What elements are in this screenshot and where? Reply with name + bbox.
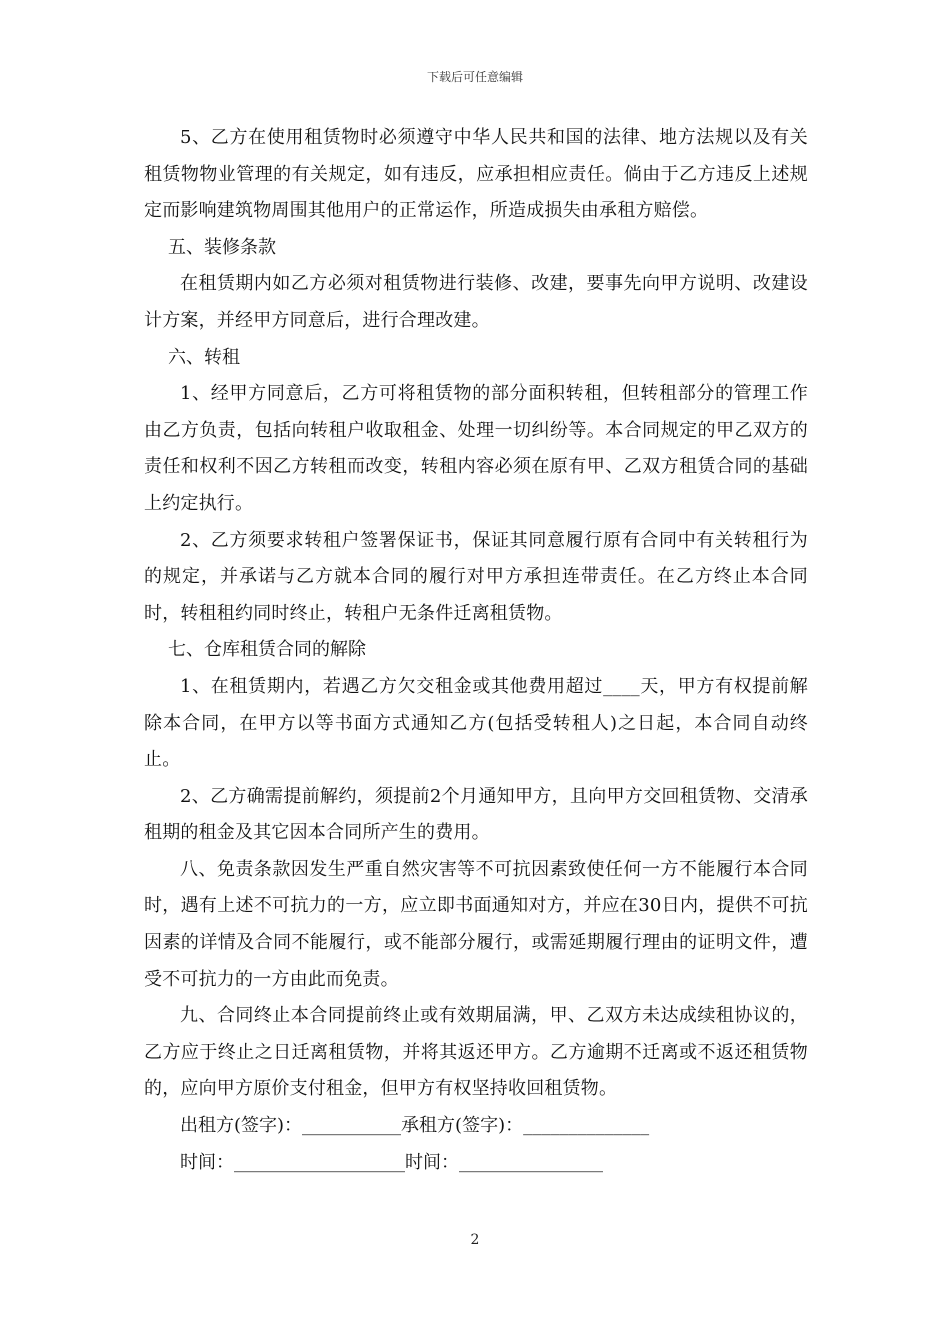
page-number: 2 [470, 1232, 480, 1248]
clause-5-paragraph: 5、乙方在使用租赁物时必须遵守中华人民共和国的法律、地方法规以及有关租赁物物业管理的有关规定，如有违反，应承担相应责任。倘由于乙方违反上述规定而影响建筑物周围其他用户的正常运作，所造成损失由承租方赔偿。 [144, 127, 808, 222]
signature-line: 出租方(签字)：___________承租方(签字)：______________ [180, 1115, 650, 1137]
contract-end-paragraph: 九、合同终止本合同提前终止或有效期届满，甲、乙双方未达成续租协议的，乙方应于终止之日迁离租赁物，并将其返还甲方。乙方逾期不迁离或不返还租赁物的，应向甲方原价支付租金，但甲方有权坚持收回租赁物。 [144, 1005, 808, 1100]
termination-paragraph-1: 1、在租赁期内，若遇乙方欠交租金或其他费用超过____天，甲方有权提前解除本合同，在甲方以等书面方式通知乙方(包括受转租人)之日起，本合同自动终止。 [144, 675, 808, 771]
force-majeure-paragraph: 八、免责条款因发生严重自然灾害等不可抗因素致使任何一方不能履行本合同时，遇有上述不可抗力的一方，应立即书面通知对方，并应在30日内，提供不可抗因素的详情及合同不能履行，或不能部分履行，或需延期履行理由的证明文件，遭受不可抗力的一方由此而免责。 [144, 858, 808, 990]
section-heading-decoration: 五、装修条款 [168, 236, 276, 258]
sublease-paragraph-1: 1、经甲方同意后，乙方可将租赁物的部分面积转租，但转租部分的管理工作由乙方负责，包括向转租户收取租金、处理一切纠纷等。本合同规定的甲乙双方的责任和权利不因乙方转租而改变，转租内容必须在原有甲、乙双方租赁合同的基础上约定执行。 [144, 383, 808, 514]
section-heading-termination: 七、仓库租赁合同的解除 [168, 639, 366, 661]
termination-paragraph-2: 2、乙方确需提前解约，须提前2个月通知甲方，且向甲方交回租赁物、交清承租期的租金及其它因本合同所产生的费用。 [144, 785, 808, 844]
date-line: 时间：___________________时间：________________ [180, 1151, 603, 1173]
page-header: 下载后可任意编辑 [426, 70, 523, 84]
section-heading-sublease: 六、转租 [168, 346, 240, 368]
sublease-paragraph-2: 2、乙方须要求转租户签署保证书，保证其同意履行原有合同中有关转租行为的规定，并承诺与乙方就本合同的履行对甲方承担连带责任。在乙方终止本合同时，转租租约同时终止，转租户无条件迁离租赁物。 [144, 529, 808, 624]
decoration-paragraph: 在租赁期内如乙方必须对租赁物进行装修、改建，要事先向甲方说明、改建设计方案，并经甲方同意后，进行合理改建。 [144, 273, 808, 331]
document-body [144, 120, 808, 1181]
